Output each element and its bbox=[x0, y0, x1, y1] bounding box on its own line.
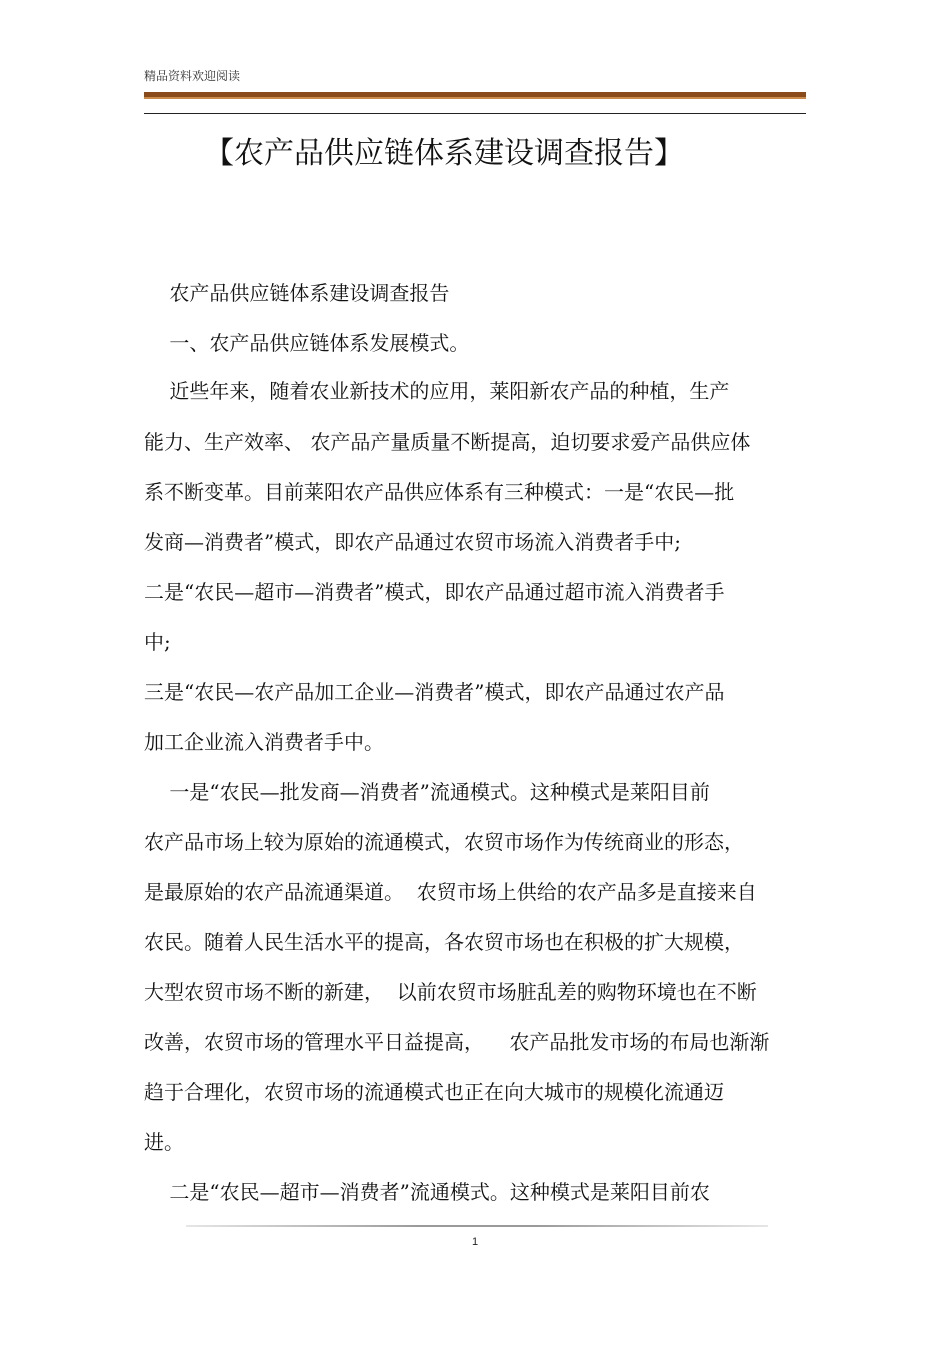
body-line: 是最原始的农产品流通渠道。 农贸市场上供给的农产品多是直接来自 bbox=[144, 880, 757, 904]
page-number: 1 bbox=[471, 1236, 479, 1248]
footer-rule bbox=[186, 1225, 768, 1227]
header-rule-thin bbox=[144, 113, 806, 114]
body-line: 近些年来，随着农业新技术的应用，莱阳新农产品的种植，生产 bbox=[144, 379, 730, 403]
body-line: 农产品供应链体系建设调查报告 bbox=[144, 281, 450, 305]
body-line: 中; bbox=[144, 630, 171, 654]
body-line: 改善，农贸市场的管理水平日益提高， 农产品批发市场的布局也渐渐 bbox=[144, 1030, 770, 1054]
body-line: 加工企业流入消费者手中。 bbox=[144, 730, 384, 754]
body-line: 二是“农民—超市—消费者”模式，即农产品通过超市流入消费者手 bbox=[144, 580, 725, 604]
document-title: 【农产品供应链体系建设调查报告】 bbox=[204, 136, 684, 171]
body-line: 趋于合理化，农贸市场的流通模式也正在向大城市的规模化流通迈 bbox=[144, 1080, 724, 1104]
body-line: 一是“农民—批发商—消费者”流通模式。这种模式是莱阳目前 bbox=[144, 780, 710, 804]
body-line: 系不断变革。目前莱阳农产品供应体系有三种模式：一是“农民—批 bbox=[144, 480, 735, 504]
body-line: 发商—消费者”模式，即农产品通过农贸市场流入消费者手中; bbox=[144, 530, 681, 554]
body-line: 三是“农民—农产品加工企业—消费者”模式，即农产品通过农产品 bbox=[144, 680, 725, 704]
body-line: 能力、生产效率、 农产品产量质量不断提高，迫切要求爱产品供应体 bbox=[144, 430, 751, 454]
body-line: 一、农产品供应链体系发展模式。 bbox=[144, 331, 470, 355]
body-line: 农民。随着人民生活水平的提高，各农贸市场也在积极的扩大规模， bbox=[144, 930, 744, 954]
header-rule-accent bbox=[144, 97, 806, 99]
body-line: 进。 bbox=[144, 1130, 184, 1154]
body-line: 农产品市场上较为原始的流通模式，农贸市场作为传统商业的形态， bbox=[144, 830, 744, 854]
header-label: 精品资料欢迎阅读 bbox=[144, 69, 241, 83]
body-line: 大型农贸市场不断的新建， 以前农贸市场脏乱差的购物环境也在不断 bbox=[144, 980, 757, 1004]
body-line: 二是“农民—超市—消费者”流通模式。这种模式是莱阳目前农 bbox=[144, 1180, 710, 1204]
